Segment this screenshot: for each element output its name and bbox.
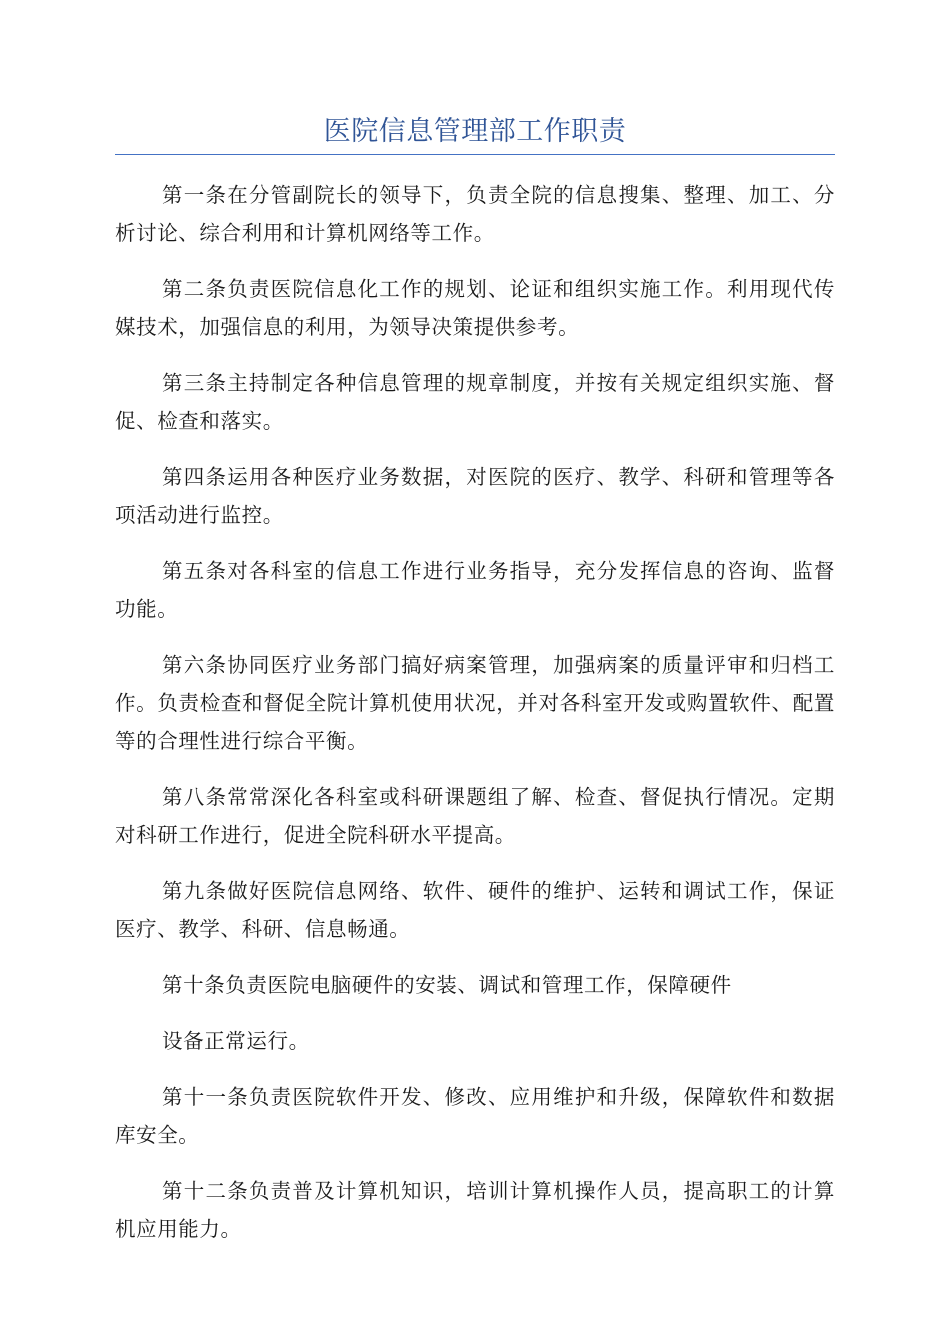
paragraph-article-8: 第八条常常深化各科室或科研课题组了解、检查、督促执行情况。定期对科研工作进行，促进全院科研水平提高。: [115, 785, 835, 847]
paragraph-article-10-continued: 设备正常运行。: [162, 1029, 310, 1053]
document-body: [115, 176, 835, 1266]
paragraph-article-1: 第一条在分管副院长的领导下，负责全院的信息搜集、整理、加工、分析讨论、综合利用和计算机网络等工作。: [115, 183, 835, 245]
title-underline: [115, 154, 835, 155]
paragraph-article-11: 第十一条负责医院软件开发、修改、应用维护和升级，保障软件和数据库安全。: [115, 1085, 835, 1147]
paragraph-article-4: 第四条运用各种医疗业务数据，对医院的医疗、教学、科研和管理等各项活动进行监控。: [115, 465, 835, 527]
paragraph-article-9: 第九条做好医院信息网络、软件、硬件的维护、运转和调试工作，保证医疗、教学、科研、信息畅通。: [115, 879, 835, 941]
paragraph-article-3: 第三条主持制定各种信息管理的规章制度，并按有关规定组织实施、督促、检查和落实。: [115, 371, 835, 433]
document-title: 医院信息管理部工作职责: [323, 116, 627, 147]
paragraph-article-5: 第五条对各科室的信息工作进行业务指导，充分发挥信息的咨询、监督功能。: [115, 559, 835, 621]
paragraph-article-12: 第十二条负责普及计算机知识，培训计算机操作人员，提高职工的计算机应用能力。: [115, 1179, 835, 1241]
paragraph-article-10: 第十条负责医院电脑硬件的安装、调试和管理工作，保障硬件: [162, 973, 732, 997]
paragraph-article-6: 第六条协同医疗业务部门搞好病案管理，加强病案的质量评审和归档工作。负责检查和督促全院计算机使用状况，并对各科室开发或购置软件、配置等的合理性进行综合平衡。: [115, 653, 835, 753]
paragraph-article-2: 第二条负责医院信息化工作的规划、论证和组织实施工作。利用现代传媒技术，加强信息的利用，为领导决策提供参考。: [115, 277, 835, 339]
